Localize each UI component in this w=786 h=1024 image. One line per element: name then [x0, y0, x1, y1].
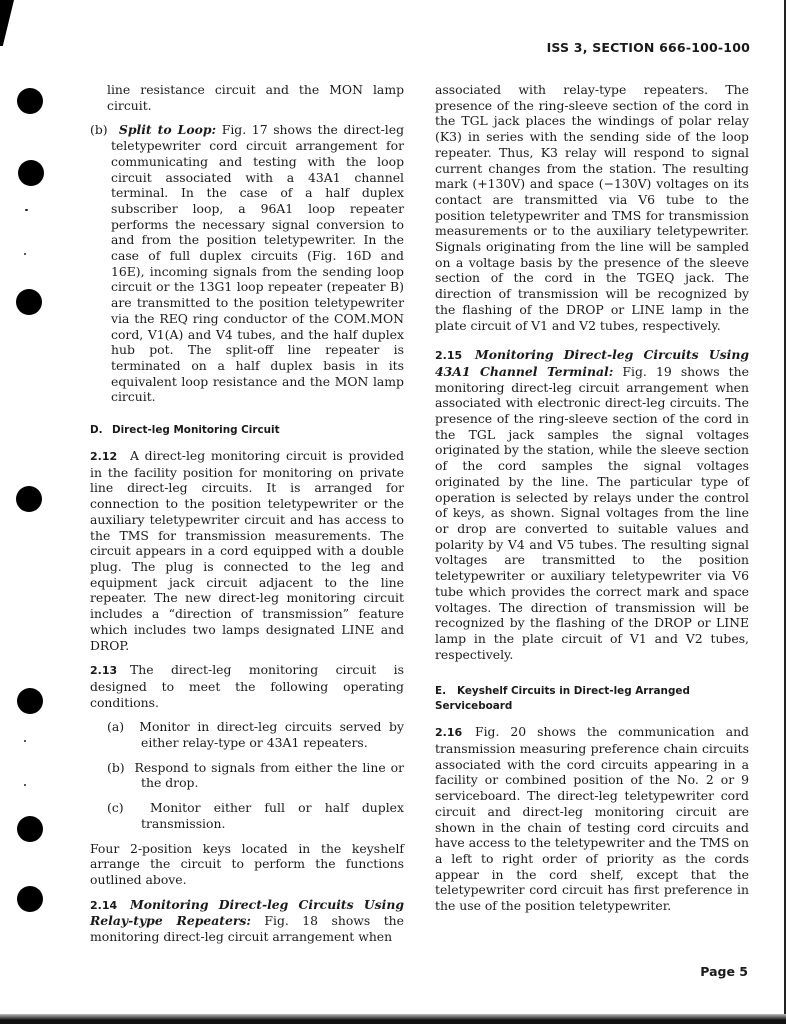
paragraph-text: Fig. 20 shows the communication and transmission measuring preference chain circuits associated with the cord circuits appearing in a facility or combined position of the No. 2 or 9 serviceboard. The direct-leg teletypewriter cord circuit and direct-leg monitoring circuit are shown in the chain of testing cord circuits and have access to the teletypewriter and the TMS on a left to right order of priority as the cords appear in the cord shelf, except that the teletypewriter cord circuit has first preference in the use of the position teletypewriter.	[435, 724, 749, 914]
paragraph-text: Fig. 19 shows the monitoring direct-leg circuit arrangement when associated with electronic direct-leg circuits. The presence of the ring-sleeve section of the cord in the TGL jack samples the signal voltages originated by the station, while the sleeve section of the cord samples the signal voltages originated by the line. The particular type of operation is selected by relays under the control of keys, as shown. Signal voltages from the line or drop are converted to suitable values and polarity by V4 and V5 tubes. The resulting signal voltages are transmitted to the position teletypewriter or auxiliary teletypewriter via V6 tube which provides the correct mark and space voltages. The direction of transmission will be recognized by the flashing of the DROP or LINE lamp in the plate circuit of V1 and V2 tubes, respectively.	[435, 363, 749, 662]
paragraph-number: 2.16	[435, 726, 463, 740]
paragraph-text: The direct-leg monitoring circuit is designed to meet the following operating conditions.	[90, 662, 404, 710]
paragraph-2-15	[435, 347, 749, 662]
section-letter: D.	[90, 424, 103, 437]
left-column	[90, 82, 404, 954]
item-label: (b)	[107, 759, 125, 775]
scan-bottom-edge	[0, 1014, 786, 1024]
continuation-text: line resistance circuit and the MON lamp circuit.	[107, 82, 404, 113]
item-label: (b)	[90, 122, 108, 138]
scan-speck	[24, 253, 26, 255]
condition-item-a	[90, 719, 404, 750]
right-column	[435, 82, 749, 923]
scan-speck	[24, 784, 26, 786]
paragraph-2-13	[90, 662, 404, 710]
condition-item-c	[90, 800, 404, 831]
paragraph-number: 2.15	[435, 349, 463, 363]
paragraph-number: 2.14	[90, 898, 118, 912]
paragraph-text: Fig. 18 shows the monitoring direct-leg circuit arrangement when	[90, 913, 404, 945]
item-text: Respond to signals from either the line or the drop.	[134, 759, 404, 791]
binder-hole-icon	[16, 486, 42, 512]
binder-hole-icon	[17, 88, 43, 114]
binder-hole-icon	[18, 160, 44, 186]
paragraph-text: A direct-leg monitoring circuit is provided in the facility position for monitoring on private line direct-leg circuits. It is arranged for connection to the position teletypewriter or the auxiliary teletypewriter circuit and has access to the TMS for transmission measurements. The circuit appears in a cord equipped with a double plug. The plug is connected to the leg and equipment jack circuit adjacent to the line repeater. The new direct-leg monitoring circuit includes a “direction of transmission” feature which includes two lamps designated LINE and DROP.	[90, 448, 404, 653]
scan-speck	[25, 209, 28, 211]
paragraph-2-14	[90, 897, 404, 945]
item-label: (c)	[107, 800, 124, 816]
keys-closing-text: Four 2-position keys located in the keyshelf arrange the circuit to perform the functions outlined above.	[90, 840, 404, 887]
paragraph-2-16	[435, 724, 749, 913]
condition-item-b	[90, 760, 404, 791]
section-heading-e	[435, 684, 749, 714]
item-split-to-loop	[90, 122, 404, 405]
scan-speck	[24, 740, 26, 742]
continuation-text: associated with relay-type repeaters. The presence of the ring-sleeve section of the cord in the TGL jack places the windings of polar relay (K3) in series with the sending side of the loop repeater. Thus, K3 relay will respond to signal current changes from the station. The resulting mark (+130V) and space (−130V) voltages on its contact are transmitted via V6 tube to the position teletypewriter and TMS for transmission measurements or to the auxiliary teletypewriter. Signals originating from the line will be sampled on a voltage basis by the presence of the sleeve section of the cord in the TGEQ jack. The direction of transmission will be recognized by the flashing of the DROP or LINE lamp in the plate circuit of V1 and V2 tubes, respectively.	[435, 82, 749, 333]
paragraph-number: 2.13	[90, 664, 118, 678]
binder-hole-icon	[17, 816, 43, 842]
item-text: Monitor either full or half duplex transmission.	[141, 800, 404, 831]
paragraph-number: 2.12	[90, 450, 118, 464]
scan-corner-mark	[0, 0, 14, 46]
section-letter: E.	[435, 685, 447, 698]
section-heading-d	[90, 423, 404, 438]
binder-hole-icon	[17, 886, 43, 912]
binder-hole-icon	[17, 688, 43, 714]
section-title: Direct-leg Monitoring Circuit	[112, 424, 280, 437]
page-header: ISS 3, SECTION 666-100-100	[546, 40, 750, 55]
binder-hole-icon	[16, 289, 42, 315]
paragraph-title: Monitoring Direct-leg Circuits Using Relay-type Repeaters:	[90, 896, 404, 929]
item-title: Split to Loop:	[118, 122, 217, 138]
item-text: Monitor in direct-leg circuits served by either relay-type or 43A1 repeaters.	[139, 719, 404, 751]
section-title: Keyshelf Circuits in Direct-leg Arranged Serviceboard	[435, 685, 690, 713]
paragraph-2-12	[90, 448, 404, 653]
item-text: Fig. 17 shows the direct-leg teletypewriter cord circuit arrangement for communicating and testing with the loop circuit associated with a 43A1 channel terminal. In the case of a half duplex subscriber loop, a 96A1 loop repeater performs the necessary signal conversion to and from the position teletypewriter. In the case of full duplex circuits (Fig. 16D and 16E), incoming signals from the sending loop circuit or the 13G1 loop repeater (repeater B) are transmitted to the position teletypewriter via the REQ ring conductor of the COM.MON cord, V1(A) and V4 tubes, and the half duplex hub pot. The split-off line repeater is terminated on a half duplex basis in its equivalent loop resistance and the MON lamp circuit.	[111, 122, 404, 405]
page-number: Page 5	[700, 964, 748, 979]
item-label: (a)	[107, 719, 125, 735]
paragraph-title: Monitoring Direct-leg Circuits Using 43A1 Channel Terminal:	[435, 347, 749, 379]
